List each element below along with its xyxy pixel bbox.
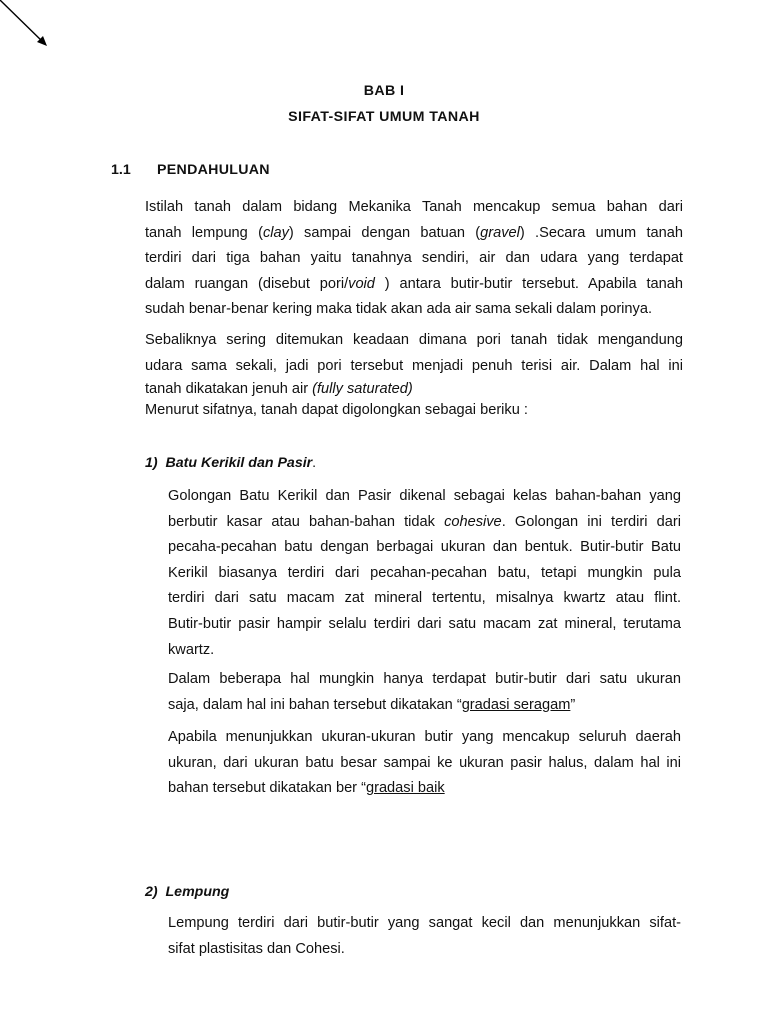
item-1-title <box>145 455 316 471</box>
text-line: Apabila menunjukkan ukuran-ukuran butir yang mencakup seluruh daerah <box>168 729 681 745</box>
chapter-subtitle: SIFAT-SIFAT UMUM TANAH <box>288 109 480 125</box>
text-line: bahan tersebut dikatakan ber “gradasi baik <box>168 780 445 797</box>
text-line: Kerikil biasanya terdiri dari pecahan-pecahan batu, tetapi mungkin pula <box>168 564 681 581</box>
text-line: Dalam beberapa hal mungkin hanya terdapat butir-butir dari satu ukuran <box>168 671 681 687</box>
item-title-text: Lempung <box>165 884 230 900</box>
intro-paragraph-1 <box>145 195 683 323</box>
item-2-title <box>145 884 229 900</box>
chapter-title: BAB I <box>363 83 405 99</box>
text-line: kwartz. <box>168 641 215 658</box>
text-line: berbutir kasar atau bahan-bahan tidak cohesive. Golongan ini terdiri dari <box>168 513 681 530</box>
item-number: 1) <box>145 455 158 471</box>
section-heading: PENDAHULUAN <box>157 162 270 178</box>
section-number: 1.1 <box>111 162 131 178</box>
item-1-paragraph-2 <box>168 667 681 718</box>
item-2-paragraph-1 <box>168 911 681 962</box>
text-line: Menurut sifatnya, tanah dapat digolongkan sebagai beriku : <box>145 402 528 419</box>
item-title-text: Batu Kerikil dan Pasir <box>165 455 313 471</box>
item-1-paragraph-3 <box>168 725 681 802</box>
text-line: tanah lempung (clay) sampai dengan batuan (gravel) .Secara umum tanah <box>145 224 683 241</box>
text-line: tanah dikatakan jenuh air (fully saturated) <box>145 381 413 398</box>
text-line: sifat plastisitas dan Cohesi. <box>168 940 345 957</box>
text-line: dalam ruangan (disebut pori/void ) antara butir-butir tersebut. Apabila tanah <box>145 275 684 292</box>
text-line: saja, dalam hal ini bahan tersebut dikatakan “gradasi seragam” <box>168 696 576 713</box>
text-line: Sebaliknya sering ditemukan keadaan dimana pori tanah tidak mengandung <box>145 332 683 348</box>
text-line: Golongan Batu Kerikil dan Pasir dikenal sebagai kelas bahan-bahan yang <box>168 488 681 504</box>
text-line: udara sama sekali, jadi pori tersebut menjadi penuh terisi air. Dalam hal ini <box>145 357 683 374</box>
text-line: Butir-butir pasir hampir selalu terdiri dari satu macam zat mineral, terutama <box>168 615 681 632</box>
text-line: terdiri dari satu macam zat mineral tertentu, misalnya kwartz atau flint. <box>168 590 681 607</box>
arrow-icon <box>0 0 60 60</box>
text-line: Lempung terdiri dari butir-butir yang sangat kecil dan menunjukkan sifat- <box>168 915 681 931</box>
text-line: pecaha-pecahan batu dengan berbagai ukuran dan bentuk. Butir-butir Batu <box>168 539 681 556</box>
item-title-suffix: . <box>312 455 317 471</box>
item-1-paragraph-1 <box>168 484 681 663</box>
text-line: terdiri dari tiga bahan yaitu tanahnya sendiri, air dan udara yang terdapat <box>145 250 683 267</box>
text-line: sudah benar-benar kering maka tidak akan ada air sama sekali dalam porinya. <box>145 301 653 318</box>
intro-paragraph-2 <box>145 328 683 421</box>
item-number: 2) <box>145 884 158 900</box>
text-line: ukuran, dari ukuran batu besar sampai ke ukuran pasir halus, dalam hal ini <box>168 754 681 771</box>
text-line: Istilah tanah dalam bidang Mekanika Tanah mencakup semua bahan dari <box>145 199 683 215</box>
